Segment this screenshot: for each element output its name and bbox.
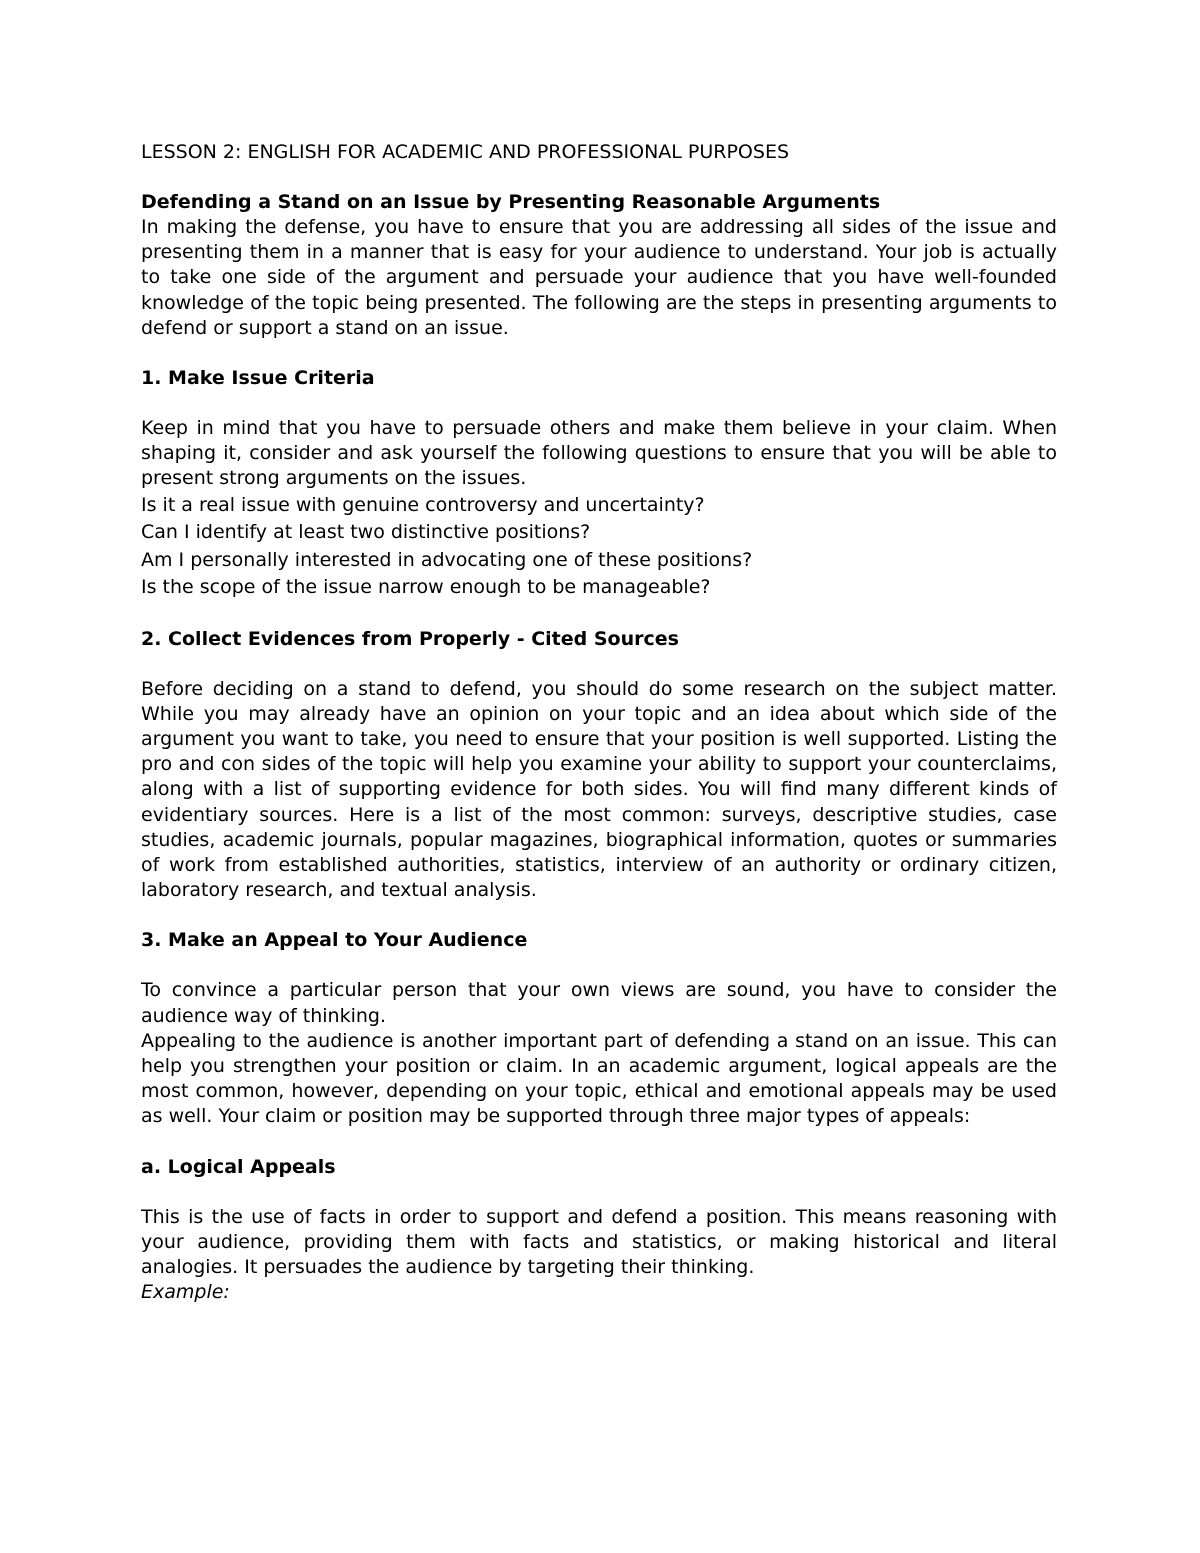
spacer [141,1180,1057,1205]
question-item: Can I identify at least two distinctive positions? [141,521,591,544]
section-1-heading: 1. Make Issue Criteria [141,367,375,390]
spacer [141,391,1057,416]
section-3-paragraph-1: To convince a particular person that your own views are sound, you have to consider the audience way of thinking. [141,979,1057,1027]
question-item: Is the scope of the issue narrow enough to be manageable? [141,576,711,599]
section-3-heading: 3. Make an Appeal to Your Audience [141,929,528,952]
spacer [141,953,1057,978]
spacer [141,341,1057,366]
spacer [141,652,1057,677]
lesson-title: LESSON 2: ENGLISH FOR ACADEMIC AND PROFESSIONAL PURPOSES [141,141,790,163]
section-1-paragraph: Keep in mind that you have to persuade others and make them believe in your claim. When shaping it, consider and ask yourself the following questions to ensure that you will be able to present strong arguments on the issues. [141,417,1057,490]
question-item: Am I personally interested in advocating one of these positions? [141,548,753,571]
section-a-heading: a. Logical Appeals [141,1155,336,1178]
section-2-paragraph: Before deciding on a stand to defend, you should do some research on the subject matter. While you may already have an opinion on your topic and an idea about which side of the argument you want to take, you need to ensure that your position is well supported. Listing the pro and con sides of the topic will help you examine your ability to support your counterclaims, along with a list of supporting evidence for both sides. You will find many different kinds of evidentiary sources. Here is a list of the most common: surveys, descriptive studies, case studies, academic journals, popular magazines, biographical information, quotes or summaries of work from established authorities, statistics, interview of an authority or ordinary citizen, laboratory research, and textual analysis. [141,677,1057,902]
section-a-paragraph: This is the use of facts in order to support and defend a position. This means reasoning with your audience, providing them with facts and statistics, or making historical and literal analogies. It persuades the audience by targeting their thinking. [141,1205,1057,1279]
document-page [141,140,1057,1305]
main-heading: Defending a Stand on an Issue by Presenting Reasonable Arguments [141,191,881,213]
example-label: Example: [141,1281,230,1304]
question-item: Is it a real issue with genuine controversy and uncertainty? [141,493,705,516]
intro-paragraph: In making the defense, you have to ensure that you are addressing all sides of the issue and presenting them in a manner that is easy for your audience to understand. Your job is actually to take one side of the argument and persuade your audience that you have well-founded knowledge of the topic being presented. The following are the steps in presenting arguments to defend or support a stand on an issue. [141,216,1057,339]
section-2-heading: 2. Collect Evidences from Properly - Cited Sources [141,627,679,650]
section-3-paragraph-2: Appealing to the audience is another important part of defending a stand on an issue. This can help you strengthen your position or claim. In an academic argument, logical appeals are the most common, however, depending on your topic, ethical and emotional appeals may be used as well. Your claim or position may be supported through three major types of appeals: [141,1029,1057,1128]
spacer [141,602,1057,627]
spacer [141,1130,1057,1155]
spacer [141,903,1057,928]
